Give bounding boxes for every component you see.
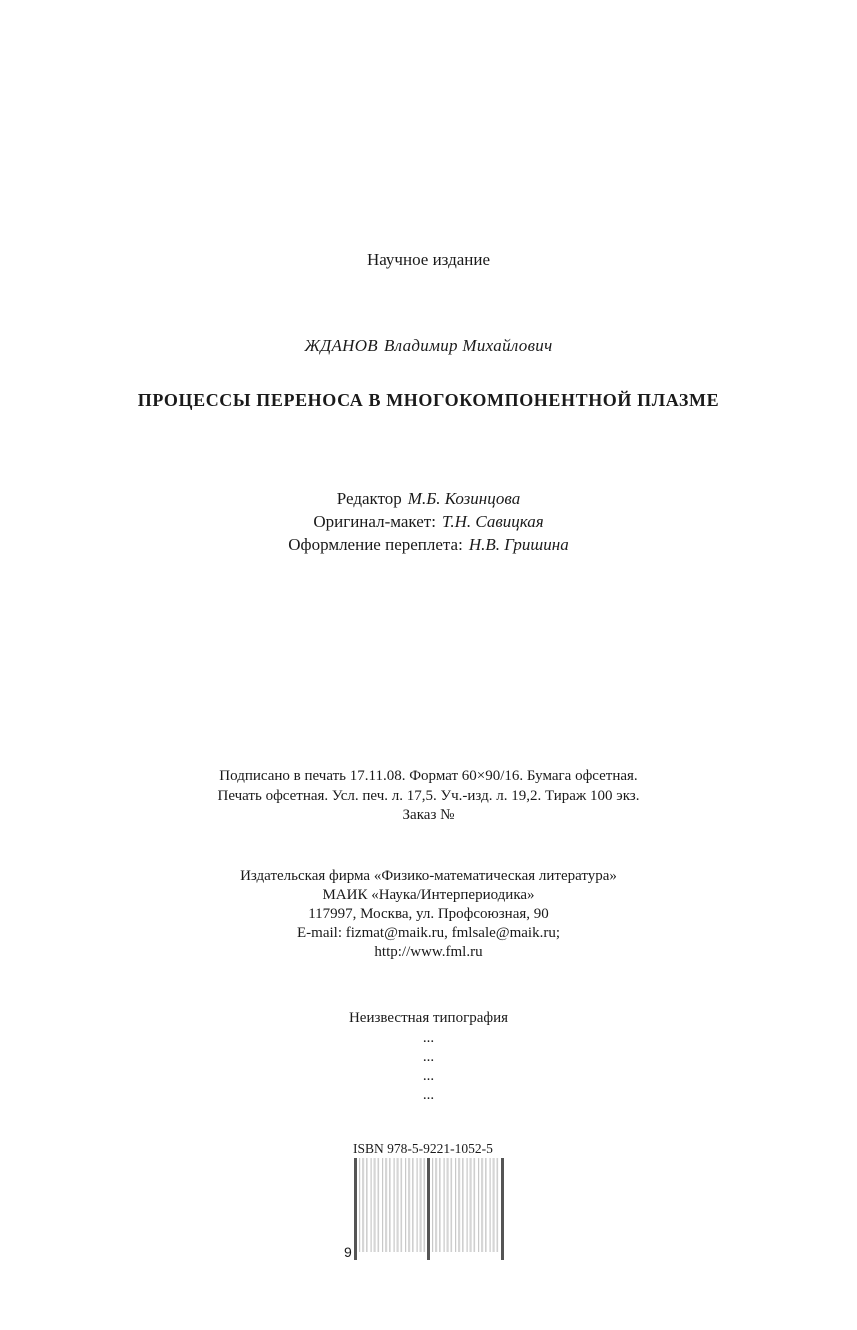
credit-role: Оформление переплета: bbox=[288, 535, 463, 554]
credit-layout bbox=[0, 512, 857, 532]
publication-type: Научное издание bbox=[366, 250, 491, 269]
credit-editor bbox=[0, 489, 857, 509]
barcode-icon bbox=[354, 1158, 506, 1260]
credit-role: Оригинал-макет: bbox=[313, 512, 436, 531]
author-surname: ЖДАНОВ bbox=[304, 336, 378, 355]
publisher-line-1: Издательская фирма «Физико-математическая литература» bbox=[240, 868, 617, 884]
author-line bbox=[0, 336, 857, 356]
author-given-names: Владимир Михайлович bbox=[384, 336, 553, 355]
isbn-number: ISBN 978-5-9221-1052-5 bbox=[353, 1141, 493, 1156]
credit-name: М.Б. Козинцова bbox=[407, 489, 521, 508]
print-info-line-3: Заказ № bbox=[402, 807, 455, 823]
publisher-email: E-mail: fizmat@maik.ru, fmlsale@maik.ru; bbox=[297, 925, 560, 941]
printer-name: Неизвестная типография bbox=[348, 1010, 509, 1026]
credit-name: Т.Н. Савицкая bbox=[441, 512, 544, 531]
printer-line-3: ... bbox=[422, 1049, 435, 1065]
publisher-website: http://www.fml.ru bbox=[374, 944, 483, 960]
barcode-digit: 9 bbox=[344, 1244, 352, 1260]
printer-line-2: ... bbox=[422, 1030, 435, 1046]
credit-role: Редактор bbox=[336, 489, 402, 508]
credit-name: Н.В. Гришина bbox=[468, 535, 569, 554]
print-info-line-2: Печать офсетная. Усл. печ. л. 17,5. Уч.-изд. л. 19,2. Тираж 100 экз. bbox=[217, 788, 640, 804]
printer-line-5: ... bbox=[422, 1087, 435, 1103]
printer-line-4: ... bbox=[422, 1068, 435, 1084]
publisher-line-3: 117997, Москва, ул. Профсоюзная, 90 bbox=[308, 906, 549, 922]
credit-cover-design bbox=[0, 535, 857, 555]
publisher-line-2: МАИК «Наука/Интерпериодика» bbox=[322, 887, 535, 903]
print-info-line-1: Подписано в печать 17.11.08. Формат 60×90/16. Бумага офсетная. bbox=[219, 768, 638, 784]
book-title: ПРОЦЕССЫ ПЕРЕНОСА В МНОГОКОМПОНЕНТНОЙ ПЛАЗМЕ bbox=[137, 390, 720, 410]
